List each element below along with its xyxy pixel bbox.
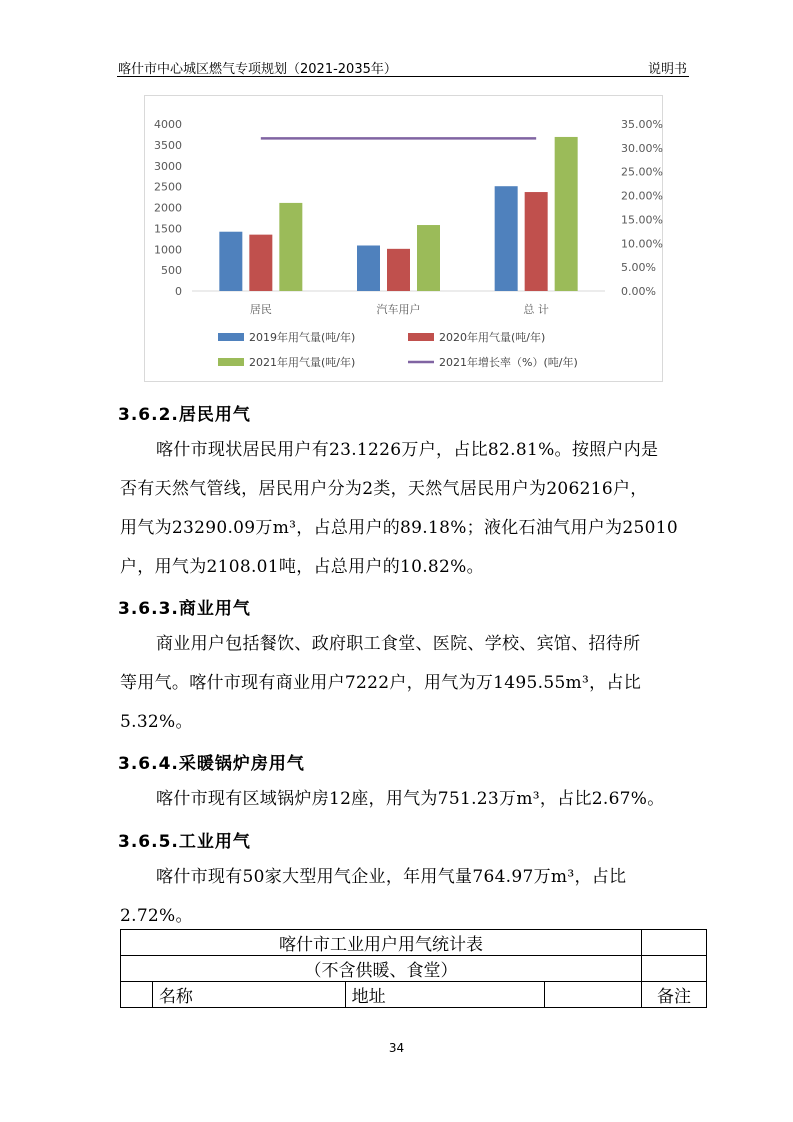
left-axis-tick-label: 500 — [161, 264, 182, 278]
bar — [279, 203, 302, 291]
paragraph-commercial — [120, 625, 680, 742]
table-cell — [642, 930, 707, 956]
paragraph-line: 2.72%。 — [120, 906, 193, 926]
table-header-cell — [545, 982, 642, 1008]
legend-swatch — [408, 333, 434, 341]
section-heading-boiler: 3.6.4.采暖锅炉房用气 — [118, 754, 305, 774]
paragraph-residential — [120, 431, 680, 587]
bar — [387, 249, 410, 291]
left-axis-tick-label: 3500 — [154, 138, 182, 152]
legend-swatch — [218, 333, 244, 341]
header-rule — [117, 76, 689, 77]
paragraph-line: 喀什市现有50家大型用气企业，年用气量764.97万m³，占比 — [156, 867, 627, 887]
bar — [357, 245, 380, 291]
table-title: 喀什市工业用户用气统计表 — [121, 930, 642, 956]
running-header-doc-type: 说明书 — [647, 62, 687, 77]
chart-canvas — [145, 96, 664, 383]
paragraph-line: 5.32%。 — [120, 712, 193, 732]
paragraph-line: 户，用气为2108.01吨，占总用户的10.82%。 — [120, 557, 484, 577]
right-axis-tick-label: 5.00% — [621, 261, 656, 275]
paragraph-line: 喀什市现状居民用户有23.1226万户，占比82.81%。按照户内是 — [156, 440, 659, 460]
table-header-remarks: 备注 — [642, 982, 707, 1008]
legend-label: 2021年增长率（%）(吨/年) — [439, 356, 578, 369]
category-label: 居民 — [249, 303, 272, 316]
left-axis-tick-label: 2000 — [154, 201, 182, 215]
left-axis-tick-label: 1000 — [154, 243, 182, 257]
page-number: 34 — [388, 1041, 405, 1055]
right-axis-tick-label: 15.00% — [621, 213, 663, 227]
bar — [495, 186, 518, 291]
bar — [525, 192, 548, 291]
paragraph-line: 否有天然气管线，居民用户分为2类，天然气居民用户为206216户， — [120, 479, 648, 499]
running-header-title: 喀什市中心城区燃气专项规划（2021-2035年） — [118, 62, 397, 77]
bar — [417, 225, 440, 291]
bar — [249, 235, 272, 291]
paragraph-line: 商业用户包括餐饮、政府职工食堂、医院、学校、宾馆、招待所 — [156, 634, 641, 654]
right-axis-tick-label: 30.00% — [621, 141, 663, 155]
paragraph-line: 喀什市现有区域锅炉房12座，用气为751.23万m³，占比2.67%。 — [156, 789, 665, 809]
paragraph-line: 用气为23290.09万m³，占总用户的89.18%；液化石油气用户为25010 — [120, 518, 678, 538]
left-axis-tick-label: 1500 — [154, 222, 182, 236]
table-subtitle: （不含供暖、食堂） — [121, 956, 642, 982]
table-header-cell — [121, 982, 153, 1008]
table-title-row — [121, 930, 707, 956]
right-axis-tick-label: 35.00% — [621, 118, 663, 131]
table-header-name: 名称 — [152, 982, 345, 1008]
paragraph-boiler — [120, 780, 680, 819]
table-header-address: 地址 — [345, 982, 545, 1008]
legend-label: 2020年用气量(吨/年) — [439, 331, 546, 344]
bar — [555, 137, 578, 291]
category-label: 总 计 — [523, 303, 549, 316]
legend-label: 2019年用气量(吨/年) — [249, 331, 356, 344]
right-axis-tick-label: 25.00% — [621, 165, 663, 179]
section-heading-commercial: 3.6.3.商业用气 — [118, 599, 251, 619]
left-axis-tick-label: 0 — [175, 285, 182, 298]
left-axis-tick-label: 4000 — [154, 118, 182, 131]
legend-label: 2021年用气量(吨/年) — [249, 356, 356, 369]
right-axis-tick-label: 0.00% — [621, 285, 656, 298]
left-axis-tick-label: 2500 — [154, 180, 182, 194]
table-header-row — [121, 982, 707, 1008]
paragraph-line: 等用气。喀什市现有商业用户7222户，用气为万1495.55m³，占比 — [120, 673, 641, 693]
legend-swatch — [218, 358, 244, 366]
right-axis-tick-label: 10.00% — [621, 237, 663, 251]
left-axis-tick-label: 3000 — [154, 159, 182, 173]
section-heading-residential: 3.6.2.居民用气 — [118, 405, 251, 425]
table-cell — [642, 956, 707, 982]
right-axis-tick-label: 20.00% — [621, 189, 663, 203]
paragraph-industrial — [120, 858, 680, 936]
section-heading-industrial: 3.6.5.工业用气 — [118, 832, 251, 852]
category-label: 汽车用户 — [376, 303, 421, 316]
bar — [219, 232, 242, 291]
industrial-users-table — [120, 929, 707, 1008]
table-subtitle-row — [121, 956, 707, 982]
gas-consumption-chart — [144, 95, 663, 382]
